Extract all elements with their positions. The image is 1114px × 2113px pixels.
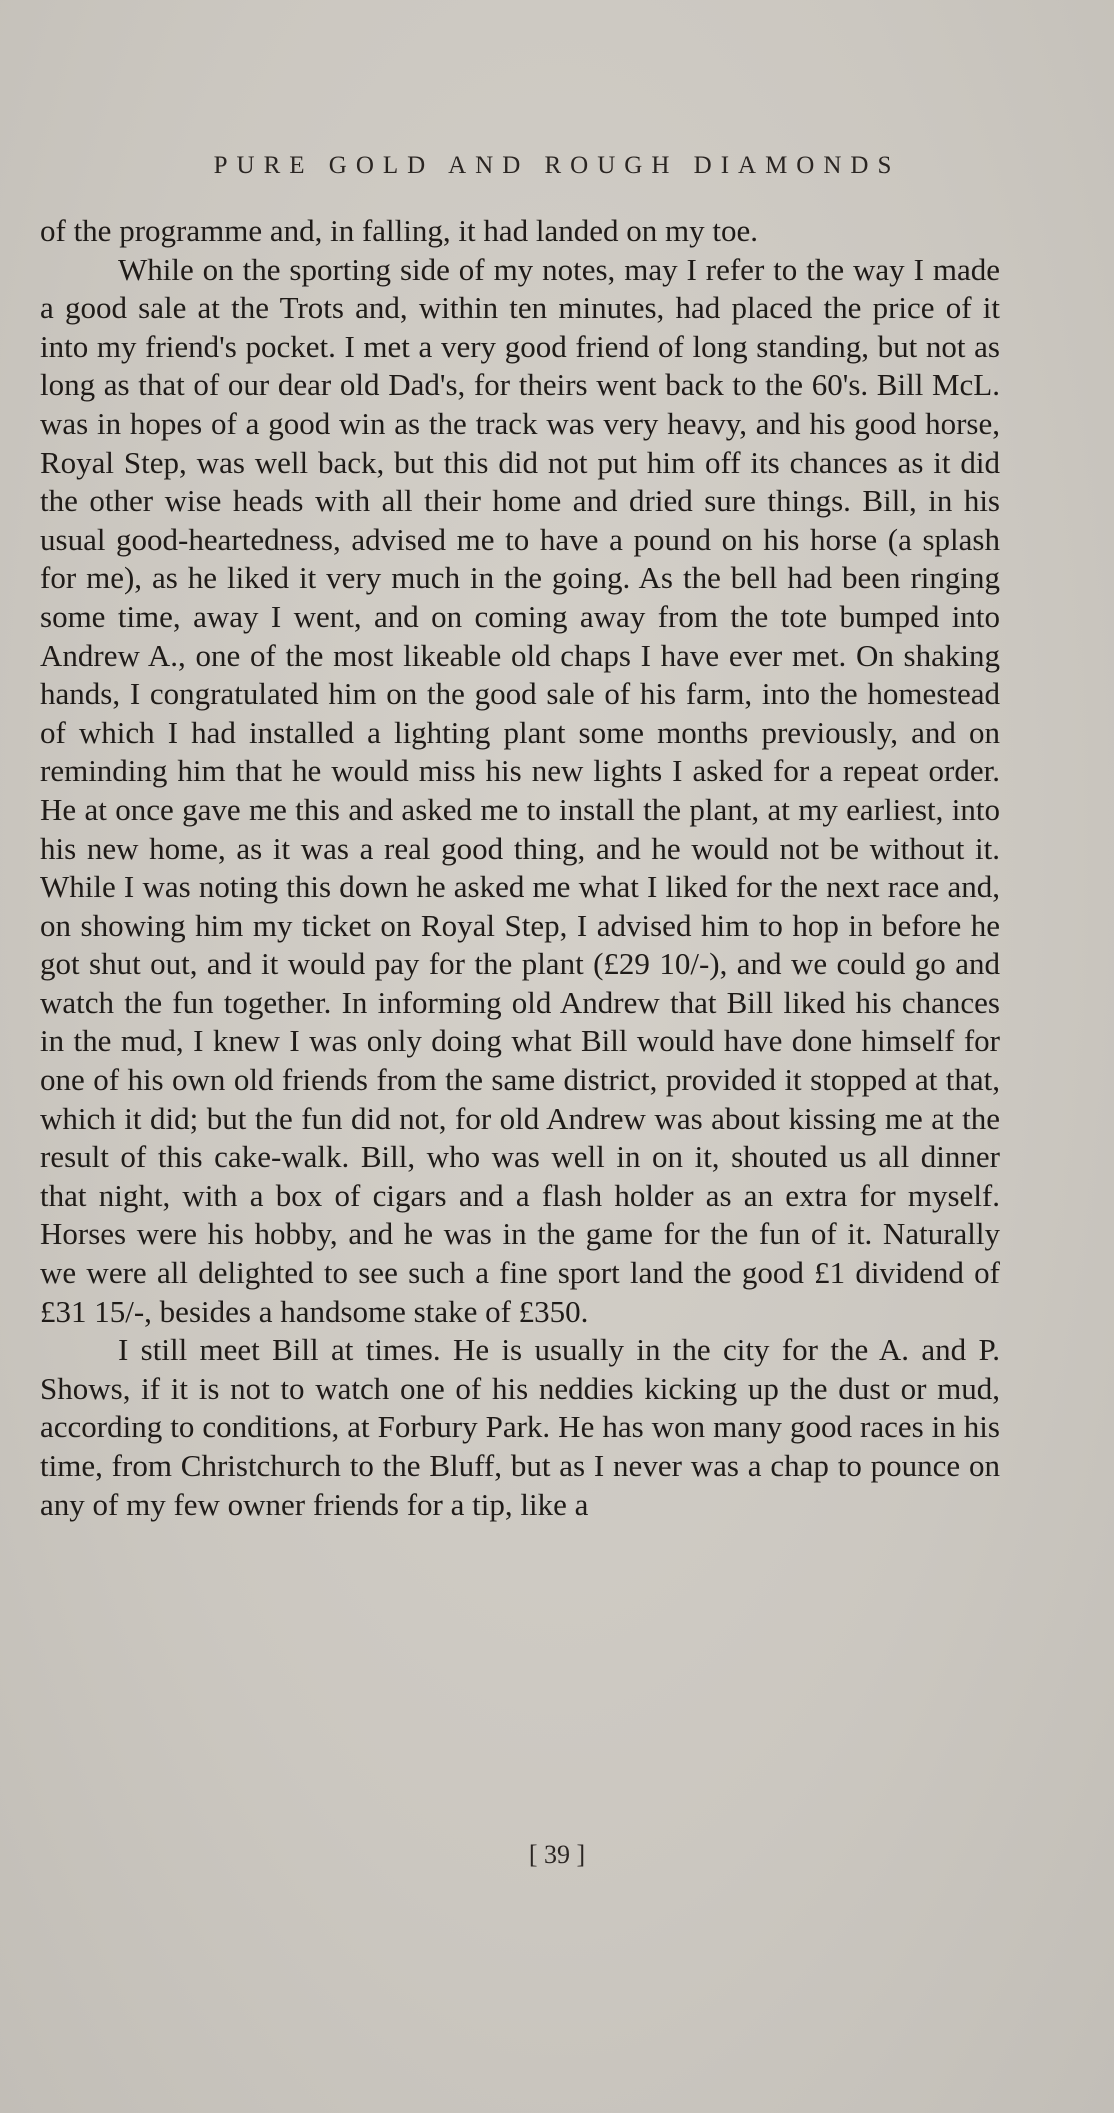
paragraph-meeting-bill: I still meet Bill at times. He is usually in the city for the A. and P. Shows, if it is not to watch one of his neddies kicking up the dust or mud, according to conditions, at Forbury Park. He has won many good races in his time, from Christchurch to the Bluff, but as I never was a chap to pounce on any of my few owner friends for a tip, like a	[40, 1332, 1000, 1522]
paragraph-continuation: of the programme and, in falling, it had landed on my toe.	[40, 213, 758, 248]
body-text	[40, 212, 1000, 1524]
paragraph-sporting-sale: While on the sporting side of my notes, may I refer to the way I made a good sale at the Trots and, within ten minutes, had placed the price of it into my friend's pocket. I met a very good friend of long standing, but not as long as that of our dear old Dad's, for theirs went back to the 60's. Bill McL. was in hopes of a good win as the track was very heavy, and his good horse, Royal Step, was well back, but this did not put him off its chances as it did the other wise heads with all their home and dried sure things. Bill, in his usual good-heartedness, advised me to have a pound on his horse (a splash for me), as he liked it very much in the going. As the bell had been ringing some time, away I went, and on coming away from the tote bumped into Andrew A., one of the most likeable old chaps I have ever met. On shaking hands, I congratulated him on the good sale of his farm, into the homestead of which I had installed a lighting plant some months previously, and on reminding him that he would miss his new lights I asked for a repeat order. He at once gave me this and asked me to install the plant, at my earliest, into his new home, as it was a real good thing, and he would not be without it. While I was noting this down he asked me what I liked for the next race and, on showing him my ticket on Royal Step, I advised him to hop in before he got shut out, and it would pay for the plant (£29 10/-), and we could go and watch the fun together. In informing old Andrew that Bill liked his chances in the mud, I knew I was only doing what Bill would have done himself for one of his own old friends from the same district, provided it stopped at that, which it did; but the fun did not, for old Andrew was about kissing me at the result of this cake-walk. Bill, who was well in on it, shouted us all dinner that night, with a box of cigars and a flash holder as an extra for myself. Horses were his hobby, and he was in the game for the fun of it. Naturally we were all delighted to see such a fine sport land the good £1 dividend of £31 15/-, besides a handsome stake of £350.	[40, 251, 1000, 1329]
page-number: [ 39 ]	[528, 1840, 586, 1869]
running-head: PURE GOLD AND ROUGH DIAMONDS	[213, 152, 901, 179]
